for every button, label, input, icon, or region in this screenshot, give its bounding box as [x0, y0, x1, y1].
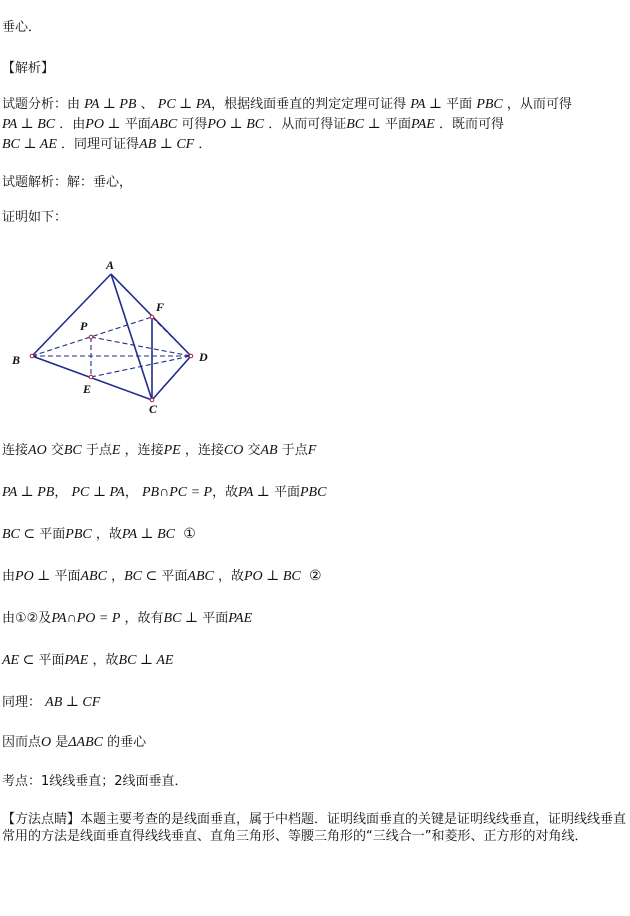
label-A: A — [106, 258, 115, 272]
proof-line-3: BC ⊂ 平面PBC ，故PA ⊥ BC ① — [2, 527, 196, 542]
analysis-line-1: 试题分析：由 PA ⊥ PB 、 PC ⊥ PA，根据线面垂直的判定定理可证得 PA ⊥ 平面 PBC ，从而可得 — [2, 97, 572, 112]
proof-line-2: PA ⊥ PB， PC ⊥ PA， PB∩PC = P，故PA ⊥ 平面PBC — [2, 485, 327, 500]
proof-intro: 证明如下： — [2, 210, 68, 225]
analysis-line-3: BC ⊥ AE ．同理可证得AB ⊥ CF ． — [2, 137, 212, 152]
label-P: P — [80, 319, 88, 333]
method-paragraph: 【方法点睛】本题主要考查的是线面垂直，属于中档题．证明线面垂直的关键是证明线线垂直，证明线线垂直常用的方法是线面垂直得线线垂直、直角三角形、等腰三角形的“三线合一”和菱形、正方形的对角线． — [2, 812, 627, 844]
solution-intro: 试题解析：解：垂心， — [2, 175, 133, 190]
point-P — [89, 335, 93, 339]
label-B: B — [12, 353, 21, 367]
analysis-line-2: PA ⊥ BC ．由PO ⊥ 平面ABC 可得PO ⊥ BC ．从而可得证BC ⊥ 平面PAE ．既而可得 — [2, 117, 504, 132]
proof-line-4: 由PO ⊥ 平面ABC ，BC ⊂ 平面ABC ，故PO ⊥ BC ② — [2, 569, 322, 584]
point-F — [150, 315, 154, 319]
label-C: C — [149, 402, 158, 416]
point-D — [189, 354, 193, 358]
tetrahedron-figure — [0, 255, 230, 425]
proof-line-7: 同理： AB ⊥ CF — [2, 695, 101, 710]
proof-line-1: 连接AO 交BC 于点E ，连接PE ，连接CO 交AB 于点F — [2, 443, 317, 458]
kaodian-line: 考点：1线线垂直；2线面垂直． — [2, 774, 188, 789]
label-F: F — [156, 300, 165, 314]
answer-line: 垂心． — [2, 20, 42, 35]
proof-line-8: 因而点O 是ΔABC 的垂心 — [2, 735, 147, 750]
label-D: D — [199, 350, 208, 364]
label-E: E — [83, 382, 92, 396]
section-header: 【解析】 — [2, 61, 55, 76]
point-B — [30, 354, 34, 358]
proof-line-6: AE ⊂ 平面PAE ，故BC ⊥ AE — [2, 653, 174, 668]
point-E — [89, 375, 93, 379]
proof-line-5: 由①②及PA∩PO = P ，故有BC ⊥ 平面PAE — [2, 611, 253, 626]
edge-AC — [111, 274, 152, 400]
